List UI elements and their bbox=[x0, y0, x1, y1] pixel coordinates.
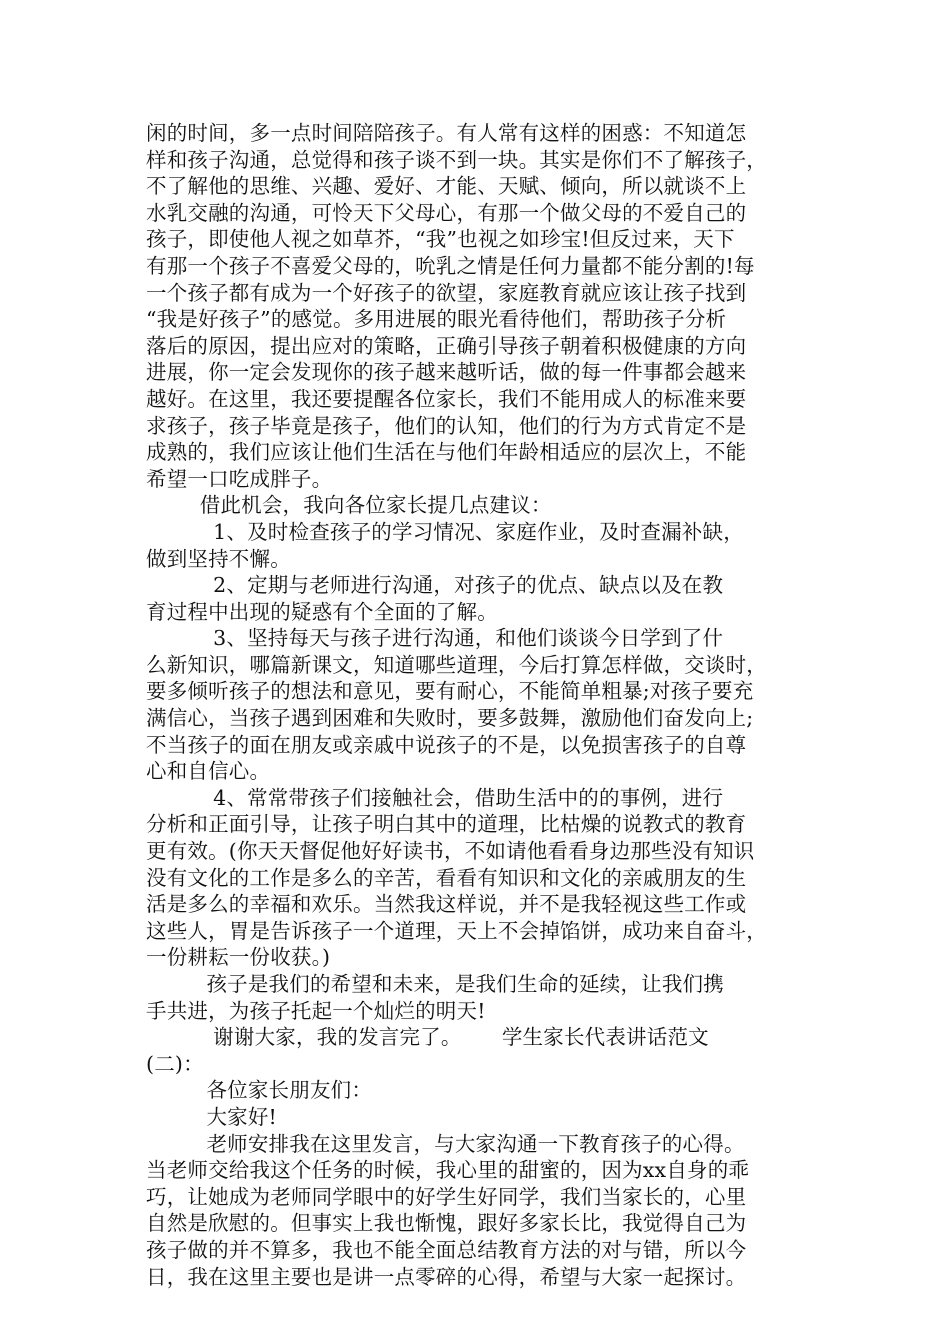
text-line: 孩子，即使他人视之如草芥，“我”也视之如珍宝!但反过来，天下 bbox=[146, 227, 735, 252]
text-line: 当老师交给我这个任务的时候，我心里的甜蜜的，因为xx自身的乖 bbox=[146, 1158, 750, 1183]
text-line: 水乳交融的沟通，可怜天下父母心，有那一个做父母的不爱自己的 bbox=[146, 200, 747, 225]
text-line: 育过程中出现的疑惑有个全面的了解。 bbox=[146, 599, 498, 624]
text-line: 要多倾听孩子的想法和意见，要有耐心，不能简单粗暴;对孩子要充 bbox=[146, 679, 754, 704]
text-line: 谢谢大家，我的发言完了。 学生家长代表讲话范文 bbox=[146, 1025, 709, 1050]
text-line: 2、定期与老师进行沟通，对孩子的优点、缺点以及在教 bbox=[146, 573, 724, 598]
text-line: 更有效。(你天天督促他好好读书，不如请他看看身边那些没有知识 bbox=[146, 839, 755, 864]
text-line: 分析和正面引导，让孩子明白其中的道理，比枯燥的说教式的教育 bbox=[146, 812, 747, 837]
text-line: 这些人，胃是告诉孩子一个道理，天上不会掉馅饼，成功来自奋斗， bbox=[146, 918, 767, 943]
text-line: 不当孩子的面在朋友或亲戚中说孩子的不是，以免损害孩子的自尊 bbox=[146, 732, 747, 757]
text-line: 没有文化的工作是多么的辛苦，看看有知识和文化的亲戚朋友的生 bbox=[146, 865, 747, 890]
text-line: 样和孩子沟通，总觉得和孩子谈不到一块。其实是你们不了解孩子， bbox=[146, 147, 767, 172]
text-line: 日，我在这里主要也是讲一点零碎的心得，希望与大家一起探讨。 bbox=[146, 1264, 747, 1289]
text-line: 么新知识，哪篇新课文，知道哪些道理，今后打算怎样做，交谈时， bbox=[146, 652, 767, 677]
text-line: 有那一个孩子不喜爱父母的，吮乳之情是任何力量都不能分割的!每 bbox=[146, 253, 755, 278]
text-line: 一个孩子都有成为一个好孩子的欲望，家庭教育就应该让孩子找到 bbox=[146, 280, 747, 305]
text-line: 越好。在这里，我还要提醒各位家长，我们不能用成人的标准来要 bbox=[146, 386, 747, 411]
text-line: 成熟的，我们应该让他们生活在与他们年龄相适应的层次上，不能 bbox=[146, 440, 747, 465]
text-line: 落后的原因，提出应对的策略，正确引导孩子朝着积极健康的方向 bbox=[146, 333, 747, 358]
body-text bbox=[146, 120, 818, 1290]
text-line: 活是多么的幸福和欢乐。当然我这样说，并不是我轻视这些工作或 bbox=[146, 892, 747, 917]
text-line: 巧，让她成为老师同学眼中的好学生好同学，我们当家长的，心里 bbox=[146, 1184, 747, 1209]
text-line: 老师安排我在这里发言，与大家沟通一下教育孩子的心得。 bbox=[146, 1131, 745, 1156]
text-line: 1、及时检查孩子的学习情况、家庭作业，及时查漏补缺， bbox=[146, 519, 744, 544]
text-line: 进展，你一定会发现你的孩子越来越听话，做的每一件事都会越来 bbox=[146, 360, 747, 385]
text-line: 希望一口吃成胖子。 bbox=[146, 466, 333, 491]
text-line: 心和自信心。 bbox=[146, 759, 271, 784]
text-line: 求孩子，孩子毕竟是孩子，他们的认知，他们的行为方式肯定不是 bbox=[146, 413, 747, 438]
text-line: 满信心，当孩子遇到困难和失败时，要多鼓舞，激励他们奋发向上; bbox=[146, 706, 754, 731]
text-line: 借此机会，我向各位家长提几点建议： bbox=[146, 493, 552, 518]
text-line: 自然是欣慰的。但事实上我也惭愧，跟好多家长比，我觉得自己为 bbox=[146, 1211, 747, 1236]
text-line: 大家好! bbox=[146, 1104, 277, 1129]
text-line: 孩子是我们的希望和未来，是我们生命的延续，让我们携 bbox=[146, 972, 724, 996]
text-line: 不了解他的思维、兴趣、爱好、才能、天赋、倾向，所以就谈不上 bbox=[146, 174, 747, 199]
text-line: (二)： bbox=[146, 1051, 204, 1076]
text-line: 孩子做的并不算多，我也不能全面总结教育方法的对与错，所以今 bbox=[146, 1237, 747, 1262]
text-line: 4、常常带孩子们接触社会，借助生活中的的事例，进行 bbox=[146, 785, 724, 810]
text-line: 闲的时间，多一点时间陪陪孩子。有人常有这样的困惑：不知道怎 bbox=[146, 121, 747, 145]
text-line: 3、坚持每天与孩子进行沟通，和他们谈谈今日学到了什 bbox=[146, 626, 724, 651]
text-line: 一份耕耘一份收获。) bbox=[146, 945, 331, 970]
text-line: 手共进，为孩子托起一个灿烂的明天! bbox=[146, 998, 486, 1023]
text-line: 做到坚持不懈。 bbox=[146, 546, 291, 571]
text-line: 各位家长朋友们： bbox=[146, 1078, 373, 1103]
text-line: “我是好孩子”的感觉。多用进展的眼光看待他们，帮助孩子分析 bbox=[146, 307, 727, 332]
